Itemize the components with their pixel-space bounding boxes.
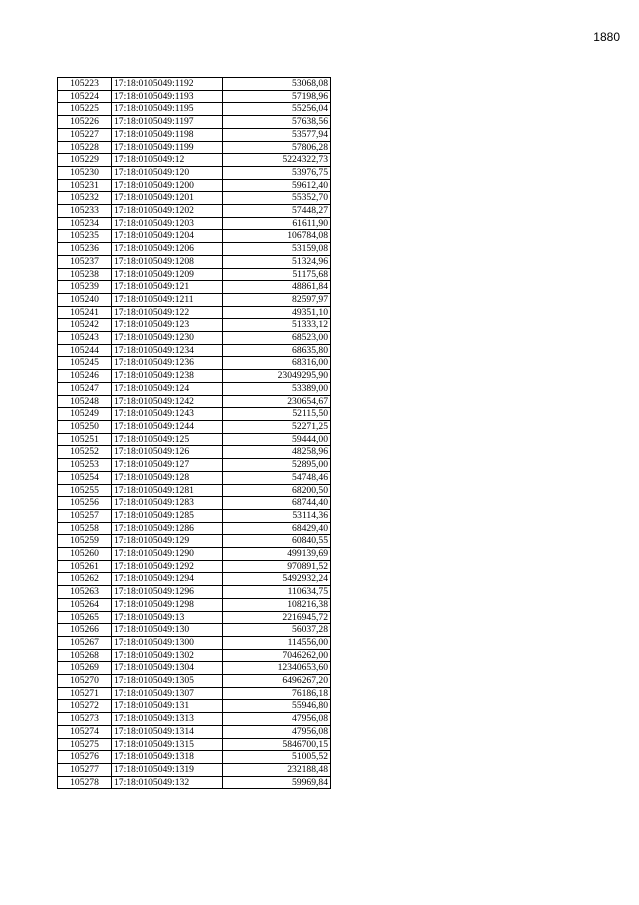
table-row [58,509,331,522]
cadastral-number-cell: 17:18:0105049:128 [112,471,223,484]
row-number-cell: 105238 [58,268,112,281]
cadastral-number-cell: 17:18:0105049:123 [112,319,223,332]
cadastral-number-cell: 17:18:0105049:1300 [112,636,223,649]
row-number-cell: 105278 [58,776,112,789]
cadastral-number-cell: 17:18:0105049:121 [112,281,223,294]
row-number-cell: 105267 [58,636,112,649]
table-row [58,166,331,179]
table-row [58,205,331,218]
value-cell: 52115,50 [223,408,331,421]
cadastral-number-cell: 17:18:0105049:1236 [112,357,223,370]
row-number-cell: 105241 [58,306,112,319]
row-number-cell: 105232 [58,192,112,205]
value-cell: 12340653,60 [223,662,331,675]
table-row [58,611,331,624]
table-row [58,128,331,141]
value-cell: 68429,40 [223,522,331,535]
cadastral-number-cell: 17:18:0105049:1313 [112,713,223,726]
table-row [58,776,331,789]
table-row [58,420,331,433]
value-cell: 51005,52 [223,751,331,764]
table-row [58,230,331,243]
cadastral-number-cell: 17:18:0105049:1238 [112,370,223,383]
value-cell: 230654,67 [223,395,331,408]
cadastral-number-cell: 17:18:0105049:1200 [112,179,223,192]
cadastral-number-cell: 17:18:0105049:1305 [112,675,223,688]
cadastral-number-cell: 17:18:0105049:1242 [112,395,223,408]
table-row [58,471,331,484]
cadastral-number-cell: 17:18:0105049:1318 [112,751,223,764]
value-cell: 82597,97 [223,293,331,306]
row-number-cell: 105264 [58,598,112,611]
value-cell: 60840,55 [223,535,331,548]
value-cell: 48258,96 [223,446,331,459]
row-number-cell: 105245 [58,357,112,370]
cadastral-number-cell: 17:18:0105049:131 [112,700,223,713]
table-row [58,446,331,459]
row-number-cell: 105276 [58,751,112,764]
cadastral-number-cell: 17:18:0105049:1234 [112,344,223,357]
value-cell: 53114,36 [223,509,331,522]
cadastral-number-cell: 17:18:0105049:1283 [112,497,223,510]
row-number-cell: 105231 [58,179,112,192]
table-row [58,395,331,408]
row-number-cell: 105247 [58,382,112,395]
row-number-cell: 105258 [58,522,112,535]
table-row [58,154,331,167]
value-cell: 55946,80 [223,700,331,713]
cadastral-number-cell: 17:18:0105049:1296 [112,586,223,599]
table-row [58,103,331,116]
cadastral-number-cell: 17:18:0105049:1211 [112,293,223,306]
value-cell: 53976,75 [223,166,331,179]
table-row [58,738,331,751]
cadastral-number-cell: 17:18:0105049:126 [112,446,223,459]
table-row [58,332,331,345]
value-cell: 52271,25 [223,420,331,433]
value-cell: 76186,18 [223,687,331,700]
value-cell: 53577,94 [223,128,331,141]
value-cell: 106784,08 [223,230,331,243]
value-cell: 6496267,20 [223,675,331,688]
value-cell: 49351,10 [223,306,331,319]
table-row [58,293,331,306]
table-row [58,560,331,573]
table-row [58,344,331,357]
row-number-cell: 105248 [58,395,112,408]
value-cell: 68523,00 [223,332,331,345]
cadastral-number-cell: 17:18:0105049:1195 [112,103,223,116]
table-row [58,725,331,738]
table-row [58,116,331,129]
row-number-cell: 105271 [58,687,112,700]
row-number-cell: 105260 [58,548,112,561]
table-row [58,357,331,370]
cadastral-number-cell: 17:18:0105049:1203 [112,217,223,230]
row-number-cell: 105249 [58,408,112,421]
cadastral-number-cell: 17:18:0105049:1198 [112,128,223,141]
table-row [58,713,331,726]
value-cell: 59969,84 [223,776,331,789]
row-number-cell: 105227 [58,128,112,141]
table-row [58,763,331,776]
value-cell: 61611,90 [223,217,331,230]
cadastral-number-cell: 17:18:0105049:1285 [112,509,223,522]
row-number-cell: 105243 [58,332,112,345]
table-row [58,90,331,103]
cadastral-number-cell: 17:18:0105049:1193 [112,90,223,103]
value-cell: 51324,96 [223,255,331,268]
table-row [58,624,331,637]
table-row [58,433,331,446]
row-number-cell: 105228 [58,141,112,154]
table-row [58,255,331,268]
cadastral-number-cell: 17:18:0105049:1208 [112,255,223,268]
row-number-cell: 105261 [58,560,112,573]
table-row [58,78,331,91]
value-cell: 68316,00 [223,357,331,370]
cadastral-number-cell: 17:18:0105049:130 [112,624,223,637]
value-cell: 51333,12 [223,319,331,332]
cadastral-number-cell: 17:18:0105049:1197 [112,116,223,129]
cadastral-number-cell: 17:18:0105049:1314 [112,725,223,738]
value-cell: 55352,70 [223,192,331,205]
cadastral-number-cell: 17:18:0105049:120 [112,166,223,179]
row-number-cell: 105275 [58,738,112,751]
cadastral-number-cell: 17:18:0105049:1244 [112,420,223,433]
cadastral-number-cell: 17:18:0105049:1202 [112,205,223,218]
value-cell: 499139,69 [223,548,331,561]
row-number-cell: 105252 [58,446,112,459]
value-cell: 7046262,00 [223,649,331,662]
table-row [58,141,331,154]
cadastral-number-cell: 17:18:0105049:122 [112,306,223,319]
row-number-cell: 105270 [58,675,112,688]
cadastral-number-cell: 17:18:0105049:1201 [112,192,223,205]
row-number-cell: 105255 [58,484,112,497]
cadastral-number-cell: 17:18:0105049:1204 [112,230,223,243]
table-row [58,306,331,319]
value-cell: 59444,00 [223,433,331,446]
cadastral-number-cell: 17:18:0105049:1209 [112,268,223,281]
value-cell: 47956,08 [223,725,331,738]
table-row [58,573,331,586]
row-number-cell: 105240 [58,293,112,306]
row-number-cell: 105253 [58,459,112,472]
cadastral-number-cell: 17:18:0105049:1243 [112,408,223,421]
row-number-cell: 105250 [58,420,112,433]
table-row [58,243,331,256]
cadastral-number-cell: 17:18:0105049:1298 [112,598,223,611]
cadastral-value-table [57,77,331,789]
row-number-cell: 105262 [58,573,112,586]
value-cell: 232188,48 [223,763,331,776]
value-cell: 57448,27 [223,205,331,218]
page-number: 1880 [593,30,620,44]
value-cell: 5492932,24 [223,573,331,586]
value-cell: 57638,56 [223,116,331,129]
table-row [58,459,331,472]
table-row [58,319,331,332]
cadastral-number-cell: 17:18:0105049:1294 [112,573,223,586]
row-number-cell: 105269 [58,662,112,675]
row-number-cell: 105259 [58,535,112,548]
row-number-cell: 105237 [58,255,112,268]
row-number-cell: 105266 [58,624,112,637]
table-row [58,586,331,599]
cadastral-number-cell: 17:18:0105049:13 [112,611,223,624]
cadastral-number-cell: 17:18:0105049:1315 [112,738,223,751]
table-row [58,281,331,294]
value-cell: 48861,84 [223,281,331,294]
table-row [58,370,331,383]
row-number-cell: 105265 [58,611,112,624]
cadastral-number-cell: 17:18:0105049:1199 [112,141,223,154]
cadastral-number-cell: 17:18:0105049:124 [112,382,223,395]
row-number-cell: 105226 [58,116,112,129]
cadastral-number-cell: 17:18:0105049:1281 [112,484,223,497]
table-row [58,268,331,281]
table-row [58,649,331,662]
value-cell: 52895,00 [223,459,331,472]
cadastral-number-cell: 17:18:0105049:1230 [112,332,223,345]
table-row [58,179,331,192]
table-row [58,217,331,230]
value-cell: 5224322,73 [223,154,331,167]
row-number-cell: 105239 [58,281,112,294]
table-row [58,522,331,535]
row-number-cell: 105230 [58,166,112,179]
row-number-cell: 105272 [58,700,112,713]
row-number-cell: 105263 [58,586,112,599]
row-number-cell: 105251 [58,433,112,446]
table-row [58,408,331,421]
cadastral-number-cell: 17:18:0105049:1302 [112,649,223,662]
value-cell: 51175,68 [223,268,331,281]
cadastral-number-cell: 17:18:0105049:127 [112,459,223,472]
table-row [58,598,331,611]
cadastral-number-cell: 17:18:0105049:1192 [112,78,223,91]
table-row [58,484,331,497]
value-cell: 59612,40 [223,179,331,192]
row-number-cell: 105256 [58,497,112,510]
table-row [58,675,331,688]
value-cell: 57806,28 [223,141,331,154]
cadastral-number-cell: 17:18:0105049:1307 [112,687,223,700]
table-row [58,751,331,764]
table-row [58,687,331,700]
row-number-cell: 105273 [58,713,112,726]
table-row [58,497,331,510]
value-cell: 68744,40 [223,497,331,510]
value-cell: 68635,80 [223,344,331,357]
value-cell: 54748,46 [223,471,331,484]
cadastral-number-cell: 17:18:0105049:12 [112,154,223,167]
table-row [58,548,331,561]
row-number-cell: 105277 [58,763,112,776]
value-cell: 970891,52 [223,560,331,573]
cadastral-number-cell: 17:18:0105049:1206 [112,243,223,256]
value-cell: 55256,04 [223,103,331,116]
row-number-cell: 105257 [58,509,112,522]
value-cell: 5846700,15 [223,738,331,751]
row-number-cell: 105234 [58,217,112,230]
value-cell: 2216945,72 [223,611,331,624]
table-body [58,78,331,789]
cadastral-number-cell: 17:18:0105049:1304 [112,662,223,675]
cadastral-number-cell: 17:18:0105049:125 [112,433,223,446]
value-cell: 110634,75 [223,586,331,599]
table-row [58,382,331,395]
value-cell: 53389,00 [223,382,331,395]
row-number-cell: 105229 [58,154,112,167]
value-cell: 57198,96 [223,90,331,103]
row-number-cell: 105224 [58,90,112,103]
table-row [58,662,331,675]
row-number-cell: 105246 [58,370,112,383]
value-cell: 56037,28 [223,624,331,637]
value-cell: 108216,38 [223,598,331,611]
row-number-cell: 105244 [58,344,112,357]
cadastral-number-cell: 17:18:0105049:132 [112,776,223,789]
cadastral-number-cell: 17:18:0105049:1292 [112,560,223,573]
cadastral-number-cell: 17:18:0105049:1290 [112,548,223,561]
cadastral-number-cell: 17:18:0105049:1319 [112,763,223,776]
value-cell: 53068,08 [223,78,331,91]
value-cell: 68200,50 [223,484,331,497]
row-number-cell: 105235 [58,230,112,243]
table-row [58,192,331,205]
value-cell: 114556,00 [223,636,331,649]
row-number-cell: 105223 [58,78,112,91]
row-number-cell: 105268 [58,649,112,662]
row-number-cell: 105225 [58,103,112,116]
row-number-cell: 105236 [58,243,112,256]
table-row [58,700,331,713]
cadastral-number-cell: 17:18:0105049:129 [112,535,223,548]
row-number-cell: 105274 [58,725,112,738]
table-row [58,535,331,548]
value-cell: 47956,08 [223,713,331,726]
table-row [58,636,331,649]
value-cell: 53159,08 [223,243,331,256]
value-cell: 23049295,90 [223,370,331,383]
row-number-cell: 105242 [58,319,112,332]
row-number-cell: 105254 [58,471,112,484]
row-number-cell: 105233 [58,205,112,218]
cadastral-number-cell: 17:18:0105049:1286 [112,522,223,535]
